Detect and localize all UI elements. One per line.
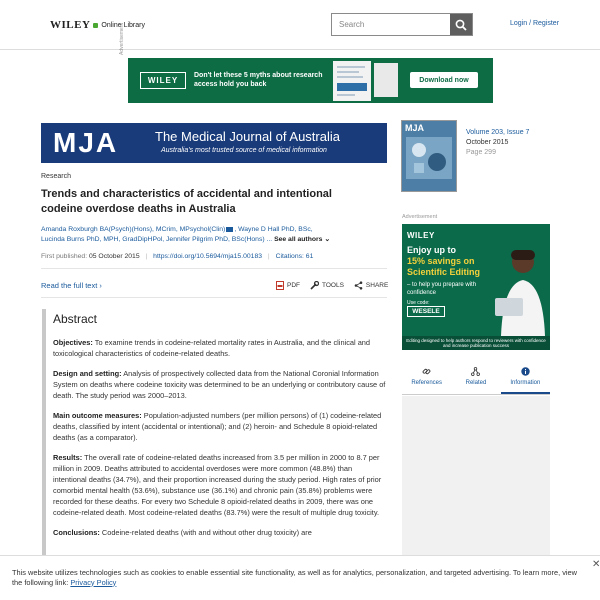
advertisement-label: Advertisement (119, 23, 125, 55)
ad-subtext: – to help you prepare with confidence (407, 282, 477, 296)
issue-date: October 2015 (466, 139, 509, 146)
sidebar-tabs (402, 364, 550, 395)
tab-references-label: References (411, 380, 442, 386)
citations-link[interactable]: Citations: 61 (275, 253, 314, 260)
share-label: SHARE (365, 282, 389, 289)
author-link-others[interactable]: Lucinda Burns PhD, MPH, GradDipHPol, Jennifer Pilgrim PhD, BSc(Hons) ... (41, 236, 273, 243)
issue-info (466, 128, 529, 158)
abstract-outcome: Main outcome measures: Population-adjusted numbers (per million persons) of (1) codeine-related deaths, classified by intent (accidental or intentional); and (2) heroin- and Schedule 8 opioid-related deaths (as a comparator). (53, 411, 382, 442)
publication-info: First published: 05 October 2015 | https://doi.org/10.5694/mja15.00183 | Citations: 61 (41, 253, 314, 260)
author-link-hall[interactable]: , Wayne D Hall PhD, BSc, (234, 226, 313, 233)
top-advertisement[interactable] (128, 58, 493, 103)
logo-online-library-text: Online Library (101, 21, 145, 29)
abstract-design: Design and setting: Analysis of prospectively collected data from the National Coronial Information System on deaths where codeine toxicity was determined to be an underlying or contributory cause of death. The study period was 2000–2013. (53, 369, 386, 400)
close-icon[interactable]: ✕ (592, 559, 600, 570)
first-published-label: First published: (41, 253, 88, 260)
search-icon (455, 19, 467, 31)
abstract-results: Results: The overall rate of codeine-related deaths increased from 3.5 per million in 2000 to 8.7 per million in 2009. Deaths attributed to accidental overdoses were more common (48.8%) than intentional deaths (34.7%), and their proportion increased during the study period. High rates of prior comorbid mental health (53.6%), substance use (36.1%) and chronic pain (35.8%) problems were recorded for these deaths. For every two Schedule 8 opioid-related deaths in 2009, there was one codeine-related death. Most codeine-related deaths (83.7%) were the result of multiple drug toxicity. (53, 453, 382, 517)
login-register-link[interactable]: Login / Register (510, 20, 560, 27)
tools-button[interactable] (310, 281, 344, 290)
see-all-authors-link[interactable] (274, 236, 330, 243)
wrench-icon (310, 281, 319, 290)
chevron-down-icon: ⌄ (324, 236, 331, 243)
chevron-right-icon: › (99, 281, 102, 290)
related-icon (471, 367, 480, 376)
tab-information[interactable] (501, 364, 550, 394)
logo-dot-icon (93, 23, 98, 28)
doi-link[interactable]: https://doi.org/10.5694/mja15.00183 (153, 253, 263, 260)
ad-download-button[interactable]: Download now (410, 72, 478, 88)
pdf-icon (276, 281, 284, 290)
side-advertisement[interactable] (402, 224, 550, 350)
article-category: Research (41, 173, 71, 180)
article-tools (276, 281, 388, 290)
see-all-authors-label: See all authors (274, 236, 323, 243)
information-panel (402, 396, 550, 558)
cookie-banner (0, 555, 600, 600)
info-icon (521, 367, 530, 376)
journal-banner[interactable] (41, 123, 387, 163)
ad-promo-code: WESELE (407, 306, 445, 317)
link-icon (422, 367, 431, 376)
search-box (331, 13, 473, 36)
issue-page: Page 299 (466, 149, 496, 156)
tab-related[interactable] (451, 364, 500, 394)
tab-references[interactable] (402, 364, 451, 394)
ad-document-image (333, 61, 371, 101)
wiley-online-library-logo[interactable] (50, 19, 145, 31)
email-icon[interactable] (226, 227, 233, 232)
ad-footer: Editing designed to help authors respond to reviewers with confidence and increase publication success (402, 336, 550, 350)
tab-information-label: Information (510, 380, 541, 386)
journal-abbrev: MJA (53, 127, 119, 158)
author-link-roxburgh[interactable]: Amanda Roxburgh BA(Psych)(Hons), MCrim, MPsychol(Clin) (41, 226, 226, 233)
pdf-label: PDF (287, 282, 300, 289)
search-button[interactable] (450, 14, 472, 35)
pdf-button[interactable] (276, 281, 300, 290)
site-header (0, 0, 600, 50)
ad-person-image (489, 240, 547, 336)
first-published-date: 05 October 2015 (88, 253, 140, 260)
journal-name: The Medical Journal of Australia (155, 129, 340, 144)
ad-document-image-2 (374, 63, 398, 97)
journal-tagline: Australia's most trusted source of medical information (161, 147, 327, 154)
abstract-objectives: Objectives: To examine trends in codeine-related mortality rates in Australia, and the clinical and toxicological characteristics of codeine-related deaths. (53, 338, 371, 358)
abstract-heading: Abstract (53, 312, 98, 326)
cookie-text: This website utilizes technologies such as cookies to enable essential site functionality, as well as for analytics, personalization, and targeted advertising. To learn more, view the following link: Privacy Policy (12, 568, 577, 587)
divider (41, 297, 387, 298)
share-icon (354, 281, 363, 290)
author-list (41, 225, 381, 245)
logo-wiley-text: WILEY (50, 19, 91, 31)
advertisement-label: Advertisement (402, 214, 438, 220)
ad-headline: Enjoy up to 15% savings on Scientific Editing (407, 245, 481, 277)
abstract-conclusions: Conclusions: Codeine-related deaths (with and without other drug toxicity) are (53, 528, 312, 537)
issue-cover-image[interactable] (401, 120, 457, 192)
privacy-policy-link[interactable]: Privacy Policy (70, 577, 117, 587)
tab-related-label: Related (465, 380, 487, 386)
search-input[interactable] (332, 14, 450, 35)
cover-abbrev: MJA (405, 123, 425, 133)
ad-message: Don't let these 5 myths about research access hold you back (194, 72, 323, 88)
ad-wiley-logo: WILEY (140, 72, 186, 89)
tools-label: TOOLS (322, 282, 344, 289)
share-button[interactable] (354, 281, 388, 290)
ad-wiley-logo: WILEY (407, 231, 435, 240)
read-full-text-label: Read the full text (41, 281, 98, 290)
divider (41, 268, 387, 269)
ad-code-label: Use code: (407, 300, 430, 306)
abstract-section (42, 309, 387, 559)
volume-issue-link[interactable]: Volume 203, Issue 7 (466, 129, 530, 136)
article-title: Trends and characteristics of accidental and intentional codeine overdose deaths in Australia (41, 188, 332, 215)
read-full-text-link[interactable] (41, 281, 102, 290)
